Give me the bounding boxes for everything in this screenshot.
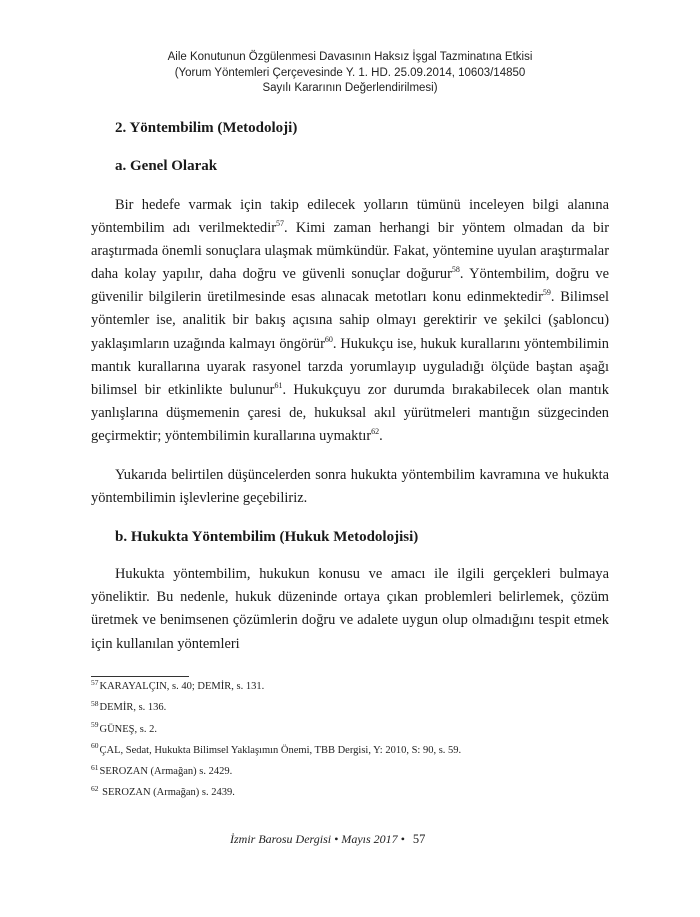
- p1-text-3: . Yöntembilim, doğru ve güvenilir bilgilerin üretilmesinde esas alınacak metotları konu edinmektedir: [91, 266, 609, 306]
- footnote-number: 61: [91, 762, 99, 772]
- header-line-3: Sayılı Kararının Değerlendirilmesi): [262, 82, 438, 94]
- footnote-58: [91, 698, 609, 722]
- journal-name: İzmir Barosu Dergisi • Mayıs 2017 •: [230, 832, 405, 846]
- footnote-number: 59: [91, 720, 99, 730]
- footnote-ref-62[interactable]: 62: [371, 427, 380, 437]
- footnote-number: 57: [91, 677, 99, 687]
- running-header: [100, 50, 600, 97]
- footnote-text: KARAYALÇIN, s. 40; DEMİR, s. 131.: [99, 681, 265, 692]
- footnote-61: [91, 762, 609, 786]
- section-heading: 2. Yöntembilim (Metodoloji): [115, 120, 298, 136]
- footnote-number: 58: [91, 698, 99, 708]
- footnote-59: [91, 720, 609, 744]
- p1-text-5: . Hukukçu ise, hukuk kurallarını yöntembilimin mantık kurallarına uyarak rasyonel tarzda yorumlayıp uyguladığı ölçüde baştan aşağı bilimsel bir etkinlikte bulunur: [91, 335, 609, 398]
- footnote-60: [91, 741, 609, 765]
- footnote-number: 60: [91, 741, 99, 751]
- footnote-text: ÇAL, Sedat, Hukukta Bilimsel Yaklaşımın Önemi, TBB Dergisi, Y: 2010, S: 90, s. 59.: [99, 744, 462, 756]
- footnote-62: [91, 783, 609, 807]
- p1-text-2: . Kimi zaman herhangi bir yöntem olmadan da bir araştırmada önemli sonuçlara ulaşmak mümkündür. Fakat, yöntemine uyulan araştırmalar daha kolay yapılır, daha doğru ve güvenli sonuçlar doğurur: [91, 220, 609, 283]
- footnote-ref-61[interactable]: 61: [274, 380, 283, 390]
- footnote-text: SEROZAN (Armağan) s. 2439.: [99, 787, 235, 799]
- footnote-ref-58[interactable]: 58: [451, 265, 460, 275]
- p1-text-7: .: [379, 427, 383, 444]
- footnote-57: [91, 677, 609, 701]
- footnote-text: GÜNEŞ, s. 2.: [99, 723, 157, 735]
- footnote-text: DEMİR, s. 136.: [99, 702, 167, 714]
- article-body: [91, 118, 609, 656]
- footnote-ref-60[interactable]: 60: [324, 334, 333, 344]
- page-number: 57: [412, 832, 426, 846]
- footnote-divider: [91, 676, 189, 677]
- header-line-2: (Yorum Yöntemleri Çerçevesinde Y. 1. HD. 25.09.2014, 10603/14850: [174, 66, 526, 79]
- footnote-ref-59[interactable]: 59: [542, 288, 551, 298]
- p1-text-1: Bir hedefe varmak için takip edilecek yolların tümünü inceleyen bilgi alanına yöntembilim adı verilmektedir: [91, 197, 609, 237]
- subsection-heading-b: b. Hukukta Yöntembilim (Hukuk Metodolojisi): [115, 529, 419, 546]
- paragraph-3: Hukukta yöntembilim, hukukun konusu ve amacı ile ilgili gerçekleri bulmaya yöneliktir. Bu nedenle, hukuk düzeninde ortaya çıkan problemleri belirlemek, çözüm üretmek ve benimsenen çözümlerin doğru ve adalete uygun olup olmadığını tespit etmek için kullanılan yöntemleri: [91, 566, 609, 652]
- footnote-ref-57[interactable]: 57: [276, 219, 285, 229]
- footnotes: [91, 677, 609, 808]
- p1-text-6: . Hukukçuyu zor durumda bırakabilecek olan mantık yanlışlarına düşmemenin çaresi de, hukuksal akıl yürütmeleri mantığın süzgecinden geçirmektir; yöntembilimin kurallarına uymaktır: [91, 381, 609, 444]
- p1-text-4: . Bilimsel yöntemler ise, analitik bir bakış açısına sahip olmayı gerektirir ve şekilci (şabloncu) yaklaşımların uzağında kalmayı öngörür: [91, 289, 609, 352]
- paragraph-1: [91, 194, 609, 448]
- running-footer: [230, 832, 425, 847]
- paragraph-2: Yukarıda belirtilen düşüncelerden sonra hukukta yöntembilim kavramına ve hukukta yöntembilimin işlevlerine geçebiliriz.: [91, 467, 609, 507]
- footnote-number: 62: [91, 783, 99, 793]
- subsection-heading-a: a. Genel Olarak: [115, 158, 218, 174]
- header-line-1: Aile Konutunun Özgülenmesi Davasının Haksız İşgal Tazminatına Etkisi: [167, 51, 533, 63]
- footnote-text: SEROZAN (Armağan) s. 2429.: [99, 766, 233, 778]
